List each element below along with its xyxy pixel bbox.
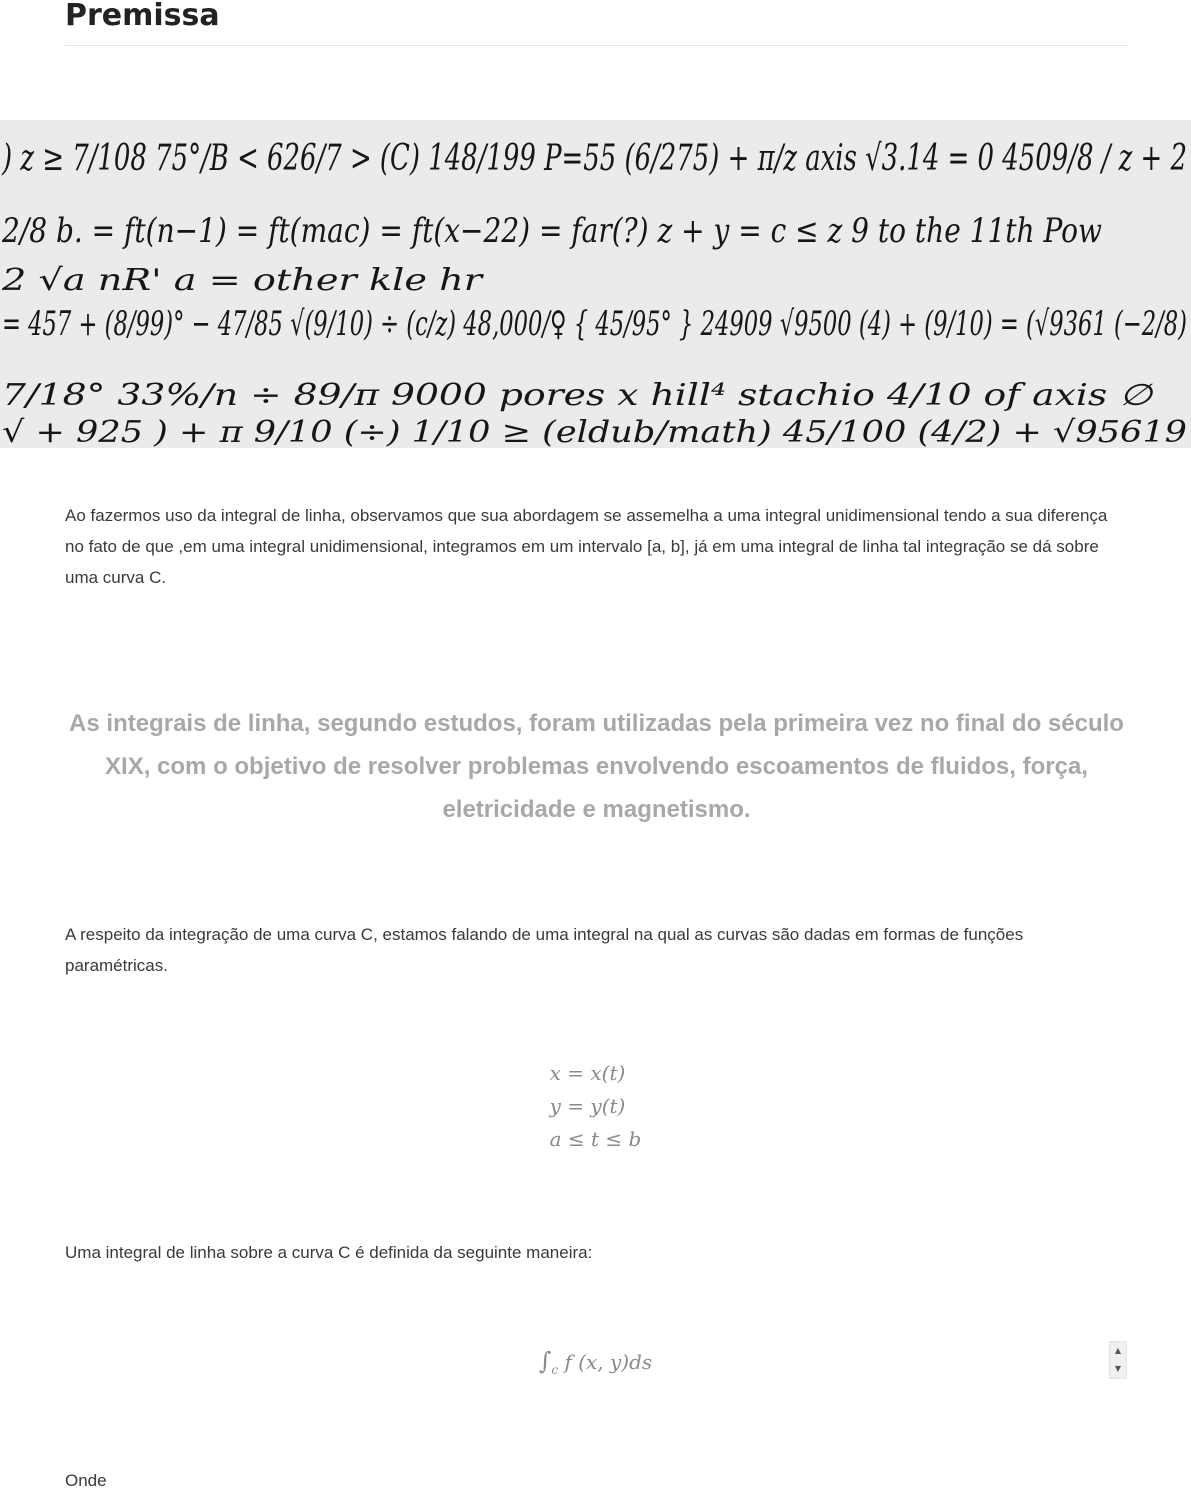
line-integral-formula [0, 1343, 1191, 1388]
banner-row-5: 7/18° 33%/n ÷ 89/π 9000 pores x hill⁴ stachio 4/10 of axis ∅ [2, 378, 1155, 413]
integral-body: f (x, y)ds [564, 1350, 653, 1374]
highlight-quote: As integrais de linha, segundo estudos, foram utilizadas pela primeira vez no final do século XIX, com o objetivo de resolver problemas envolvendo escoamentos de fluidos, força, eletricidade e magnetismo. [69, 710, 1124, 823]
formula-scroll-control[interactable] [1109, 1341, 1127, 1379]
parametric-paragraph: A respeito da integração de uma curva C, estamos falando de uma integral na qual as curvas são dadas em formas de funções paramétricas. [65, 925, 1024, 975]
banner-row-2: 2/8 b. = ft(n−1) = ft(mac) = ft(x−22) = far(?) z + y = c ≤ z 9 to the 11th Pow [1, 211, 1102, 251]
integral-symbol: ∫ [538, 1347, 552, 1375]
parametric-equations [0, 1057, 1191, 1156]
definition-paragraph: Uma integral de linha sobre a curva C é definida da seguinte maneira: [65, 1243, 593, 1262]
equation-y: y = y(t) [549, 1094, 626, 1118]
integral-subscript: c [551, 1363, 559, 1377]
banner-row-6: √ + 925 ) + π 9/10 (÷) 1/10 ≥ (eldub/math) 45/100 (4/2) + √95619 [2, 415, 1187, 448]
banner-row-4: = 457 + (8/99)° − 47/85 √(9/10) ÷ (c/z) 48,000/♀ { 45/95° } 24909 √9500 (4) + (9/10) = (√9361 (−2/8) [2, 304, 1187, 344]
intro-paragraph: Ao fazermos uso da integral de linha, observamos que sua abordagem se assemelha a uma integral unidimensional tendo a sua diferença no fato de que ,em uma integral unidimensional, integramos em um intervalo [a, b], já em uma integral de linha tal integração se dá sobre uma curva C. [65, 506, 1108, 587]
banner-row-3: 2 √a nR' a = other kle hr [0, 263, 485, 298]
scroll-up-icon[interactable]: ▲ [1114, 1346, 1122, 1355]
header-image [0, 120, 1191, 448]
handwritten-math-image [0, 120, 1191, 448]
scroll-down-icon[interactable]: ▼ [1114, 1364, 1122, 1373]
banner-row-1: ) z ≥ 7/108 75°/B < 626/7 > (C) 148/199 P=55 (6/275) + π/z axis √3.14 = 0 4509/8 / z + 2 [1, 138, 1188, 179]
page-title: Premissa [65, 0, 220, 33]
equation-t-range: a ≤ t ≤ b [549, 1127, 642, 1151]
title-divider [65, 45, 1128, 46]
equation-x: x = x(t) [549, 1061, 626, 1085]
onde-paragraph: Onde [65, 1471, 107, 1490]
